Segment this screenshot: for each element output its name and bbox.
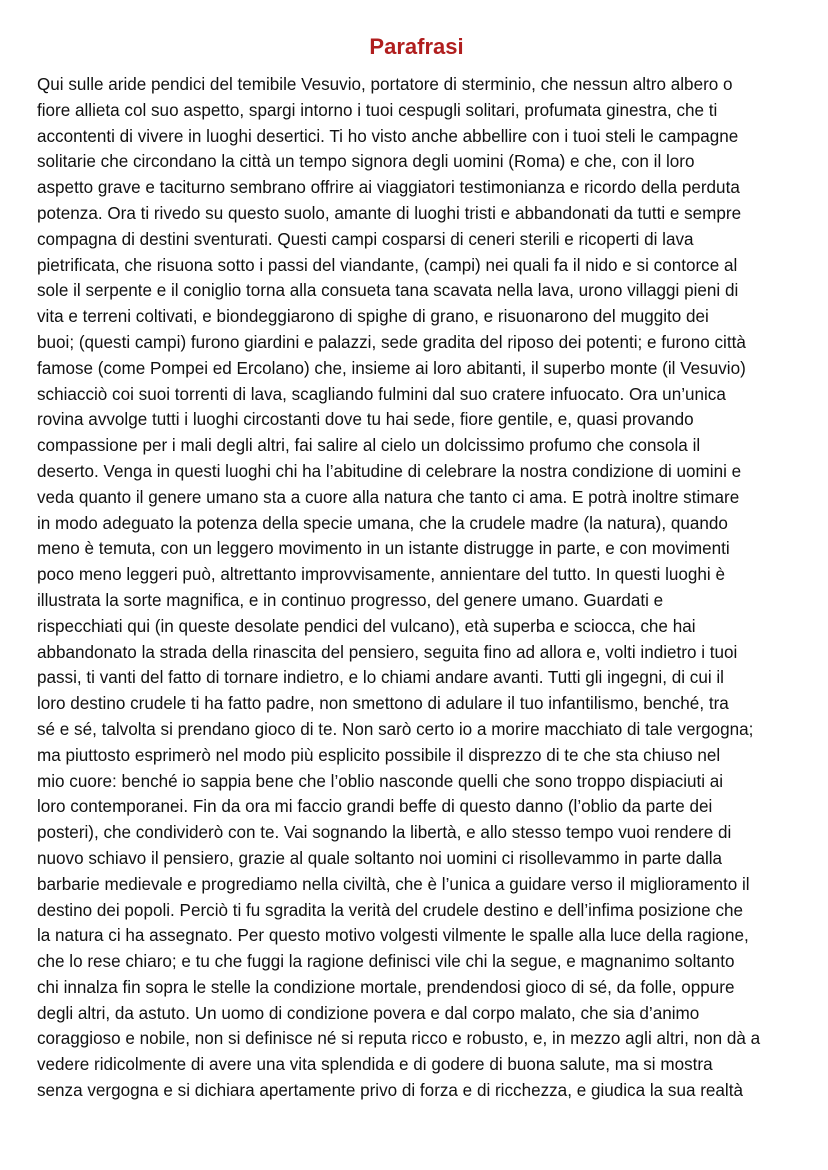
text-line: senza vergogna e si dichiara apertamente privo di forza e di ricchezza, e giudica la sua realtà — [37, 1081, 743, 1101]
text-line: che lo rese chiaro; e tu che fuggi la ragione definisci vile chi la segue, e magnanimo soltanto — [37, 952, 735, 972]
text-line: potenza. Ora ti rivedo su questo suolo, amante di luoghi tristi e abbandonati da tutti e sempre — [37, 203, 742, 223]
text-line: buoi; (questi campi) furono giardini e palazzi, sede gradita del riposo dei potenti; e furono città — [37, 332, 746, 352]
text-line: compagna di destini sventurati. Questi campi cosparsi di ceneri sterili e ricoperti di lava — [37, 229, 694, 249]
text-line: rispecchiati qui (in queste desolate pendici del vulcano), età superba e sciocca, che hai — [37, 616, 696, 636]
text-line: vita e terreni coltivati, e biondeggiarono di spighe di grano, e risuonarono del muggito dei — [37, 307, 709, 327]
text-line: sole il serpente e il coniglio torna alla consueta tana scavata nella lava, urono villaggi pieni di — [37, 281, 739, 301]
text-line: ma piuttosto esprimerò nel modo più esplicito possibile il disprezzo di te che sta chiuso nel — [37, 745, 721, 765]
text-line: meno è temuta, con un leggero movimento in un istante distrugge in parte, e con movimenti — [37, 539, 730, 559]
page-title: Parafrasi — [369, 34, 464, 59]
text-line: nuovo schiavo il pensiero, grazie al quale soltanto noi uomini ci risollevammo in parte dalla — [37, 848, 723, 868]
text-line: loro destino crudele ti ha fatto padre, non smettono di adulare il tuo infantilismo, benché, tra — [37, 694, 729, 714]
text-line: Qui sulle aride pendici del temibile Vesuvio, portatore di sterminio, che nessun altro albero o — [37, 75, 733, 94]
text-line: sé e sé, talvolta si prendano gioco di te. Non sarò certo io a morire macchiato di tale vergogna; — [37, 719, 754, 739]
text-line: schiacciò coi suoi torrenti di lava, scagliando fulmini dal suo cratere infuocato. Ora un’unica — [37, 384, 726, 404]
text-line: chi innalza fin sopra le stelle la condizione mortale, prendendosi gioco di sé, da folle, oppure — [37, 977, 735, 997]
text-line: famose (come Pompei ed Ercolano) che, insieme ai loro abitanti, il superbo monte (il Vesuvio) — [37, 358, 746, 378]
text-line: vedere ridicolmente di avere una vita splendida e di godere di buona salute, ma si mostra — [37, 1055, 713, 1075]
text-line: veda quanto il genere umano sta a cuore alla natura che tanto ci ama. E potrà inoltre stimare — [37, 487, 740, 507]
text-line: pietrificata, che risuona sotto i passi del viandante, (campi) nei quali fa il nido e si contorce al — [37, 255, 738, 275]
text-line: in modo adeguato la potenza della specie umana, che la crudele madre (la natura), quando — [37, 513, 728, 533]
text-line: la natura ci ha assegnato. Per questo motivo volgesti vilmente le spalle alla luce della ragione, — [37, 926, 749, 946]
text-line: rovina avvolge tutti i luoghi circostanti dove tu hai sede, fiore gentile, e, quasi provando — [37, 410, 694, 430]
paraphrase-body — [37, 72, 796, 1104]
text-line: posteri), che condividerò con te. Vai sognando la libertà, e allo stesso tempo vuoi rendere di — [37, 823, 732, 843]
text-line: barbarie medievale e progrediamo nella civiltà, che è l’unica a guidare verso il miglioramento il — [37, 874, 750, 894]
text-line: aspetto grave e taciturno sembrano offrire ai viaggiatori testimonianza e ricordo della perduta — [37, 178, 740, 198]
text-line: illustrata la sorte magnifica, e in continuo progresso, del genere umano. Guardati e — [37, 590, 664, 610]
text-line: poco meno leggeri può, altrettanto improvvisamente, annientare del tutto. In questi luoghi è — [37, 565, 725, 585]
text-line: fiore allieta col suo aspetto, spargi intorno i tuoi cespugli solitari, profumata ginestra, che ti — [37, 100, 718, 120]
text-line: mio cuore: benché io sappia bene che l’oblio nasconde quelli che sono troppo dispiaciuti ai — [37, 771, 724, 791]
text-line: degli altri, da astuto. Un uomo di condizione povera e dal corpo malato, che sia d’animo — [37, 1003, 700, 1023]
text-line: loro contemporanei. Fin da ora mi faccio grandi beffe di questo danno (l’oblio da parte dei — [37, 797, 713, 817]
text-line: destino dei popoli. Perciò ti fu sgradita la verità del crudele destino e dell’infima posizione che — [37, 900, 744, 920]
text-line: coraggioso e nobile, non si definisce né si reputa ricco e robusto, e, in mezzo agli altri, non dà a — [37, 1029, 761, 1049]
text-line: passi, ti vanti del fatto di tornare indietro, e lo chiami andare avanti. Tutti gli ingegni, di cui il — [37, 668, 724, 688]
text-line: compassione per i mali degli altri, fai salire al cielo un dolcissimo profumo che consola il — [37, 436, 701, 456]
text-line: abbandonato la strada della rinascita del pensiero, seguita fino ad allora e, volti indietro i tuoi — [37, 642, 738, 662]
text-line: deserto. Venga in questi luoghi chi ha l’abitudine di celebrare la nostra condizione di uomini e — [37, 461, 742, 481]
text-line: solitarie che circondano la città un tempo signora degli uomini (Roma) e che, con il loro — [37, 152, 695, 172]
text-line: accontenti di vivere in luoghi desertici. Ti ho visto anche abbellire con i tuoi steli le campagne — [37, 126, 739, 146]
